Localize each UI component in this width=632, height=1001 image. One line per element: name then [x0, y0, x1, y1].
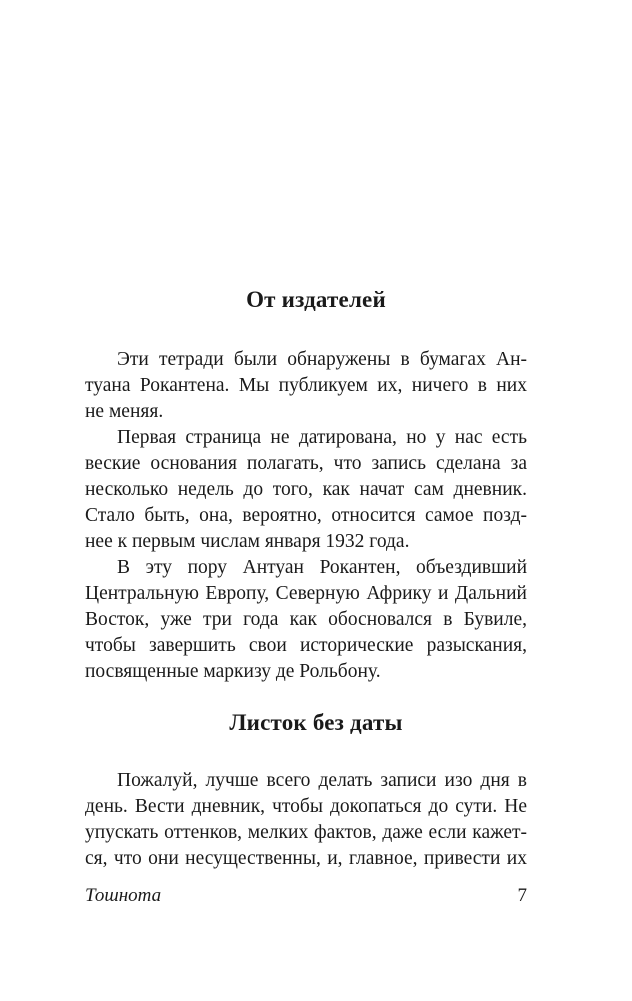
section-heading-undated-sheet: Листок без даты [229, 710, 403, 735]
text-line: Стало быть, она, вероятно, относится самое позд- [85, 505, 527, 526]
text-line: веские основания полагать, что запись сделана за [85, 453, 527, 474]
text-line: Первая страница не датирована, но у нас есть [117, 427, 527, 448]
text-line: посвященные маркизу де Рольбону. [85, 661, 381, 682]
text-line: не меняя. [85, 401, 164, 422]
text-line: туана Рокантена. Мы публикуем их, ничего в них [85, 375, 527, 396]
text-line: В эту пору Антуан Рокантен, объездивший [117, 557, 527, 578]
text-line: упускать оттенков, мелких фактов, даже если кажет- [85, 822, 527, 843]
text-line: Эти тетради были обнаружены в бумагах Ан- [117, 349, 527, 370]
text-line: нее к первым числам января 1932 года. [85, 531, 410, 552]
text-line: ся, что они несущественны, и, главное, привести их [85, 848, 527, 869]
text-line: день. Вести дневник, чтобы докопаться до сути. Не [85, 796, 527, 817]
page-number: 7 [517, 885, 527, 906]
text-line: Пожалуй, лучше всего делать записи изо дня в [117, 770, 527, 791]
running-footer-title: Тошнота [85, 885, 162, 906]
text-line: Восток, уже три года как обосновался в Бувиле, [85, 609, 527, 630]
text-line: Центральную Европу, Северную Африку и Дальний [85, 583, 527, 604]
text-line: чтобы завершить свои исторические разыскания, [85, 635, 527, 656]
section-heading-from-publishers: От издателей [246, 287, 386, 312]
text-line: несколько недель до того, как начат сам дневник. [85, 479, 527, 500]
